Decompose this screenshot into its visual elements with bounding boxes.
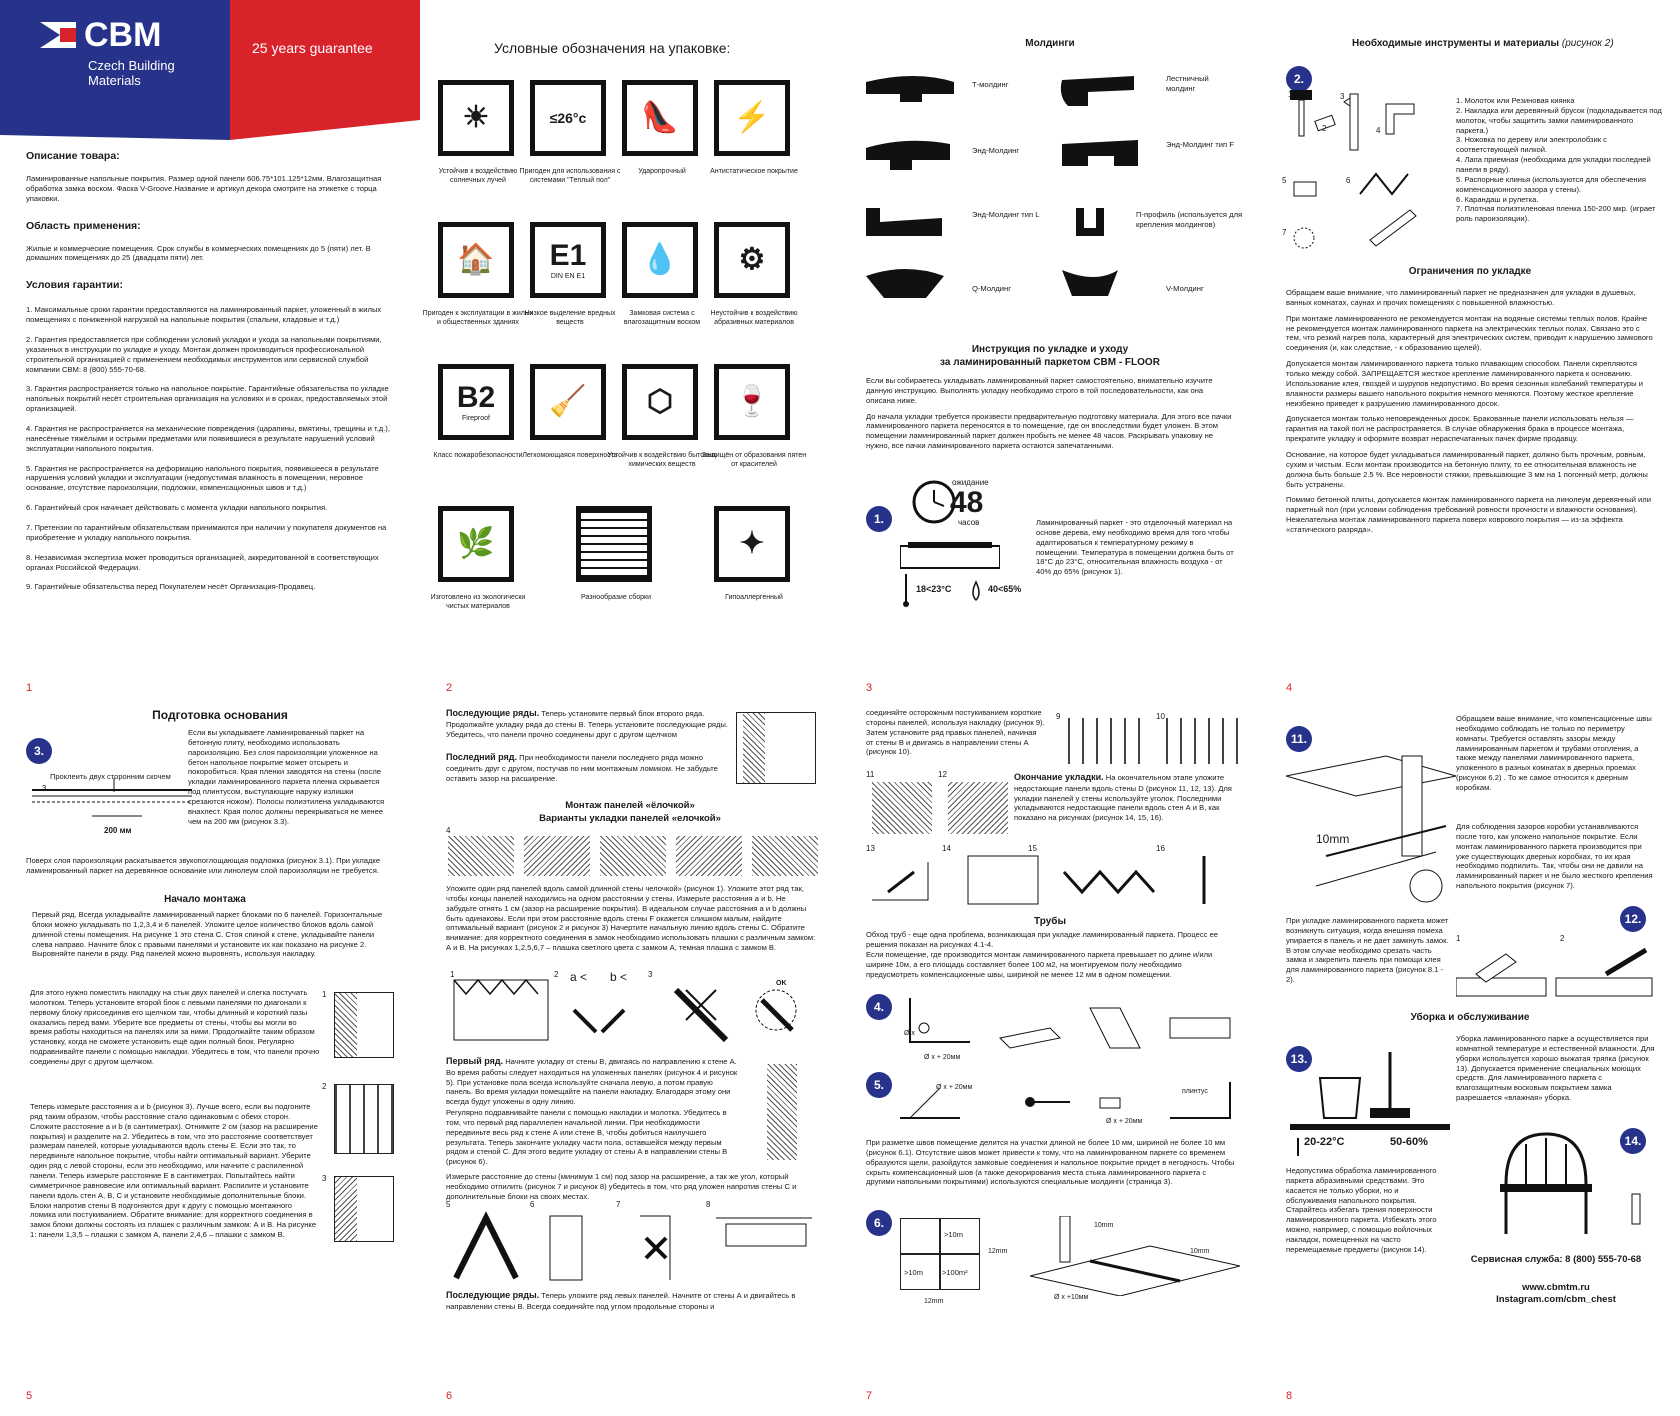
fig-num: 3: [42, 784, 47, 793]
package-icon-glyph: E1: [549, 238, 587, 272]
fig-num: 2: [1560, 934, 1565, 943]
pipes-title: Трубы: [1034, 916, 1066, 927]
area-heading: Область применения:: [26, 219, 141, 232]
page-number: 1: [26, 682, 33, 694]
herring-title: Монтаж панелей «ёлочкой»: [565, 800, 695, 811]
step-badge: 4.: [866, 994, 892, 1020]
prep-text: Если вы укладываете ламинированный паркет на бетонную плиту, необходимо использовать пароизоляцию. Без слоя пароизоляции уложенное на бетон напольное покрытие может отсыреть и покоробиться. Края пленки заводятся на стены (после укладки ламинированного паркета пленка скрывается под плинтусом, выступающие наружу излишки срезаются ножом). Полосы полиэтилена укладываются внахлест. Края полос должны перекрываться не менее чем на 200 мм (рисунок 3.3).: [188, 728, 385, 826]
package-icon-caption: Легкомоющаяся поверхность: [522, 452, 618, 459]
limits-text: [1286, 288, 1656, 541]
package-icon: [622, 222, 698, 298]
package-icon: [714, 222, 790, 298]
tool-item: 2. Накладка или деревянный брусок (подкладывается под молоток, чтобы защитить замки ламинированного паркета.): [1456, 105, 1662, 135]
package-icon: [438, 364, 514, 440]
tool-item: 4. Лапа приемная (необходима для укладки последней панели в ряду).: [1456, 155, 1651, 175]
rows-body: Теперь установите первый блок второго ряда. Продолжайте укладку ряда до стены В. Теперь установите последующие ряды. Убедитесь, что панели прочно соединены друг с другом щелчком: [446, 709, 728, 739]
joints-text: При разметке швов помещение делится на участки длиной не более 10 мм, шириной не более 10 мм (рисунок 6.1). Отсутствие швов может привести к тому, что на ламинированном паркете со временем образуются щели, разойдутся замковые соединения и напольное покрытие придет в негодность. Чтобы скрыть компенсационный шов (а также декорирования места стыка ламинированного паркета с другими напольными покрытиями) используются специальные молдинги (страница 3).: [866, 1138, 1235, 1187]
page-6: [420, 708, 840, 1416]
humidity-range: 40<65%: [988, 584, 1022, 594]
step-badge: 12.: [1620, 906, 1646, 932]
tools-list: [1456, 96, 1666, 224]
package-icon: [438, 506, 514, 582]
package-icon-caption: Изготовлено из экологически чистых материалов: [430, 594, 526, 610]
dim-label: Ø x + 20мм: [936, 1084, 973, 1091]
tool-fig-num: 7: [1282, 228, 1287, 237]
step-badge: 6.: [866, 1210, 892, 1236]
brand-sub2: Materials: [88, 73, 141, 88]
brand-header: [0, 0, 420, 140]
limits-paragraph: Помимо бетонной плиты, допускается монтаж ламинированного паркета на линолеум деревянный или паркетный пол (при условии соблюдения требований ровности прочности и влажности основания). Нежелательна монтаж ламинированного паркета поверх коврового покрытия — из-за эффекта «статического разряда».: [1286, 495, 1651, 535]
fig-10: [1166, 718, 1238, 764]
dim-label: >100m²: [942, 1268, 968, 1277]
package-icon: [530, 364, 606, 440]
limits-paragraph: Допускается монтаж только неповрежденных досок. Бракованные панели использовать нельзя — гарантия на такой пол не распространяется. В случае обнаружения брака в процессе монтажа, прекратите укладку и оформите возврат нераспечатанных пачек фирме продавцу.: [1286, 414, 1634, 444]
fig-num: 9: [1056, 712, 1061, 721]
herring-variant: [676, 836, 742, 876]
fig-num: 14: [942, 844, 951, 853]
layout-figure-2: [334, 1084, 394, 1154]
chair-figure: [1486, 1124, 1656, 1244]
fig-num: 8: [706, 1200, 711, 1209]
fig-num: 7: [616, 1200, 621, 1209]
package-icon-caption: Ударопрочный: [638, 168, 686, 175]
page-number: 6: [446, 1390, 453, 1402]
fig-num: 3: [322, 1174, 327, 1183]
fig-num: 2: [554, 970, 559, 979]
cond-item: 6. Гарантийный срок начинает действовать с момента укладки напольного покрытия.: [26, 503, 328, 513]
temp-range: 18<23°C: [916, 584, 952, 594]
package-icon-glyph: 🏠: [457, 243, 495, 276]
package-icon-caption: Класс пожаробезопасности: [433, 452, 523, 459]
package-icon-glyph: 💧: [641, 243, 679, 276]
tools-figure: [1290, 90, 1450, 250]
instagram-link[interactable]: Instagram.com/cbm_chest: [1496, 1294, 1616, 1305]
fig-12: [948, 782, 1008, 834]
last-row-heading: Последний ряд.: [446, 752, 518, 762]
p1-content: [26, 150, 396, 602]
package-icon: [530, 222, 606, 298]
package-icon-glyph: ⚡: [733, 101, 771, 134]
dim-label: Ø x + 20мм: [924, 1054, 961, 1061]
care-title: Уборка и обслуживание: [1410, 1012, 1530, 1023]
step-badge: 1.: [866, 506, 892, 532]
step-badge: 14.: [1620, 1128, 1646, 1154]
package-icon-caption: Гипоаллергенный: [725, 594, 783, 601]
care-text: Уборка ламинированного парке а осуществляется при комнатной температуре и естественной влажности. Для уборки используется хорошо выжатая тряпка (рисунок 13). Допускается применение специальных моющих средств. Для ламинированного паркета с влагозащитным восковым покрытием замка разрешается «влажная» уборка.: [1456, 1034, 1655, 1103]
package-icon-caption: Устойчив к воздействию бытовых химических веществ: [607, 452, 717, 468]
dim-a: a <: [570, 970, 588, 984]
tool-fig-num: 2: [1322, 124, 1327, 133]
doorway-joint-figure: [1030, 1216, 1240, 1296]
dim-label: плинтус: [1182, 1088, 1208, 1095]
herring-variant: [752, 836, 818, 876]
cond-item: 2. Гарантия предоставляется при соблюдении условий укладки и ухода за напольными покрытиями, указанных в инструкции по укладке и уходу. Монтаж должен производиться профессиональной строительной организацией с применением необходимых инструментов или сервисной службой компании CBM: 8 (800) 555-70-68.: [26, 335, 382, 374]
fig-num: 11: [866, 770, 875, 779]
limits-paragraph: Основание, на которое будет укладываться ламинированный паркет, должно быть прочным, ровным, сухим и чистым. Если монтаж производится на бетонную плиту, то ее относительная влажность не должна быть больше 2.5 %. Все неровности стяжки, превышающие 3 мм на 1 погонный метр, должны быть устранены.: [1286, 450, 1648, 489]
tool-fig-num: 1: [1288, 90, 1293, 99]
first-row-text: [446, 1056, 738, 1107]
fig-num: 5: [446, 1200, 451, 1209]
instruction-intro: [866, 376, 1234, 457]
package-icon: [622, 364, 698, 440]
cond-item: 3. Гарантия распространяется только на напольное покрытие. Гарантийные обязательства по укладке напольных покрытий несёт строительная организация на условиях и в сроках, предоставляемых этой организацией.: [26, 384, 389, 414]
dim-label: >10m: [904, 1268, 923, 1277]
fig-num: 13: [866, 844, 875, 853]
dim-label: Ø x + 20мм: [1106, 1118, 1143, 1125]
package-icon-glyph: ⬡: [646, 385, 674, 418]
cond-item: 5. Гарантия не распространяется на деформацию напольного покрытия, появившееся в результате нарушения условий укладки и эксплуатации (недопустимая влажность в помещении, неровное основание, отсутствие пароизоляции, подложки, компенсационных швов и т.д.): [26, 463, 379, 493]
legend-title: Условные обозначения на упаковке:: [494, 40, 731, 56]
tool-item: 1. Молоток или Резиновая киянка: [1456, 96, 1575, 105]
rows-text: [446, 708, 728, 739]
intro-paragraph: Если вы собираетесь укладывать ламинированный паркет самостоятельно, внимательно изучите данную инструкцию. Выполнять укладку необходимо строго в той последовательности, как она описана ниже.: [866, 376, 1213, 405]
pipes-figures-4: [900, 998, 1240, 1058]
first-row-text-2: Регулярно подравнивайте панели с помощью накладки и молотка. Убедитесь в том, что первый ряд параллелен начальной линии. При необходимости передвиньте весь ряд к стене А или стене В, чтобы добиться наилучшего результата. Теперь закончите укладку части пола, оставшейся между первым рядом и стеной С. Для этого ведите укладку от стены А в направлении стены В (рисунок 6).: [446, 1108, 728, 1167]
package-icon-sub: DIN EN E1: [550, 272, 586, 280]
fig-num: 10: [1156, 712, 1165, 721]
dim-label: Ø x +10мм: [1054, 1294, 1089, 1301]
tool-fig-num: 3: [1340, 92, 1345, 101]
limits-paragraph: Обращаем ваше внимание, что ламинированный паркет не предназначен для укладки в душевых, ванных комнатах, саунах и прочих помещениях с повышенной влажностью.: [1286, 288, 1636, 307]
care-humidity: 50-60%: [1390, 1136, 1428, 1148]
start-text-3: Теперь измерьте расстояния а и b (рисунок 3). Лучше всего, если вы подгоните ряд таким образом, чтобы расстояние стало одинаковым с обеих сторон. Сложите расстояние а и b (в сантиметрах). Отнимите 2 см (зазор на расширение покрытия) и разделите на 2. Убедитесь в том, что это расстояние соответствует размерам панелей, которые укладываются вдоль стены E. Если это так, то передвиньте напольное покрытие, чтобы найти оптимальный вариант. Уберите один ряд с левой стороны, если это необходимо, или начните с распиленной панели. Теперь измерьте расстояние E в сантиметрах. Попытайтесь найти симметричное равновесие или оптимальный вариант. Распилите и установите панели вдоль стен А, В, С и установите необходимые дополнительные блоки. Блоки напротив стены В подгоняются друг к другу с помощью монтажного ломика или постукиванием. Обратите внимание: для корректного соединения в замок блоки должны состоять из плашек с различным замком: А и В. На рисунке 1: панели 1,3,5 – плашки с замком А, панели 2,4,6 – плашки с замком В.: [30, 1102, 318, 1240]
page-number: 3: [866, 682, 873, 694]
cond-item: 7. Претензии по гарантийным обязательствам принимаются при наличии у покупателя документов на приобретение и укладку напольного покрытия.: [26, 523, 387, 542]
tools-title: [1352, 38, 1614, 49]
herring-text: Уложите один ряд панелей вдоль самой длинной стены челочкой» (рисунок 1). Уложите этот ряд так, чтобы концы панелей находились на одном расстоянии у стены. Измерьте расстояния а и b. Не забудьте отнять 1 см (зазор на расширение покрытия). В идеальном случае расстояния а и b должны быть одинаковы. Если при этом расстояние вдоль стены F окажется слишком малым, найдите оптимальный вариант (рисунок 2 и рисунок 3) Начертите начальную линию вдоль стены С. Обратите внимание: для корректного соединения в замок необходимо использовать плашки с различным замком: А и В. На рисунках 1,2,5,6,7 – плашка светлого цвета с замком А, темная плашка с замком В.: [446, 884, 816, 953]
package-icon-glyph: ⚙: [738, 243, 766, 276]
molding-label: V-Молдинг: [1166, 284, 1204, 293]
step-badge: 3.: [26, 738, 52, 764]
package-icon: [622, 80, 698, 156]
door-frame-figure: [1286, 736, 1466, 906]
herring-variant: [524, 836, 590, 876]
tool-item: 6. Карандаш и рулетка.: [1456, 194, 1539, 204]
limits-paragraph: При монтаже ламинированного не рекомендуется монтаж на водяные системы теплых полов. Крайне не рекомендуется монтаж ламинированного паркета на электрических теплых полах. Связано это с тем, что резкий нагрев пола, характерный для электрических систем, приводит к нарушению замкового соединения (и, как следствие, - к образованию щелей).: [1286, 313, 1653, 353]
last-row-body: При необходимости панели последнего ряда можно соединить друг с другом, постучав по ним монтажным ломиком. Не забудьте оставить зазор на расширение.: [446, 753, 718, 783]
finish-body: На окончательном этапе уложите недостающие панели вдоль стены D (рисунок 11, 12, 13). Для укладки панелей у стены используйте уголок. Последними укладываются недостающие панели вдоль стен А и В, как показано на рисунках (рисунок 14, 15, 16).: [1014, 773, 1232, 823]
package-icon-sub: Fireproof: [461, 414, 490, 422]
tool-fig-num: 5: [1282, 176, 1287, 185]
brand-sub1: Czech Building: [88, 58, 175, 73]
fig-num: 1: [1456, 934, 1461, 943]
package-icon-glyph: ≤26°c: [549, 110, 587, 126]
start-text-1: Первый ряд. Всегда укладывайте ламинированный паркет блоками по 6 панелей. Горизонтальные блоки можно укладывать по 1,2,3,4 и 6 панелей. Уложите целое количество блоков вдоль самой длинной стены помещения. На рисунке 1 это стена С. Стоя спиной к стене, укладывайте панели слева направо. Начните блок с правыми панелями и установите их как показано на рисунке 2. Выровняйте панели в ряду. Ряд панелей можно выровнять, используя накладку.: [32, 910, 383, 959]
tool-fig-num: 4: [1376, 126, 1381, 135]
package-icon-glyph: 👠: [641, 101, 679, 134]
fig-num: 4: [446, 826, 451, 835]
package-icon-glyph: ☀: [462, 101, 490, 134]
molding-label: Лестничный молдинг: [1166, 74, 1209, 93]
package-icon-caption: Низкое выделение вредных веществ: [524, 310, 616, 326]
dim-label: Ø x: [904, 1030, 915, 1037]
molding-label: Энд-Молдинг тип L: [972, 210, 1040, 219]
cond-item: 4. Гарантия не распространяется на механические повреждения (царапины, вмятины, трещины и т.д.), нанесённые тяжёлыми и острыми предметами или появившиеся в результате нарушений условий эксплуатации напольного покрытия.: [26, 424, 390, 453]
fig-num: 1: [322, 990, 327, 999]
page-number: 7: [866, 1390, 873, 1402]
first-row-figure: [750, 1064, 814, 1162]
dim-label: 10mm: [1190, 1248, 1210, 1255]
layout-figure-3: [334, 1176, 394, 1242]
rows-figure: [736, 712, 816, 784]
package-icon-caption: Пригоден к эксплуатации в жилых и общественных зданиях: [422, 310, 534, 326]
molding-label: П-профиль (используется для крепления молдингов): [1136, 210, 1243, 229]
p7-top-text: соединяйте осторожным постукиванием короткие стороны панелей, используя накладку (рисунок 9). Затем установите ряд правых панелей, начиная от стены В и двигаясь в направлении стены А (рисунок 10).: [866, 708, 1045, 757]
finish-text: [1014, 772, 1236, 823]
gap-label: 10mm: [1316, 832, 1350, 846]
package-icon-glyph: 🧹: [549, 385, 587, 418]
page-2: [420, 0, 840, 708]
page-number: 5: [26, 1390, 33, 1402]
package-icon-caption: Пригоден для использования с системами "Теплый пол": [519, 168, 621, 184]
rows-heading: Последующие ряды.: [446, 708, 540, 718]
herring-variant: [600, 836, 666, 876]
dim-label: >10m: [944, 1230, 963, 1239]
desc-text: Ламинированные напольные покрытия. Размер одной панели 606.75*101.125*12мм. Влагозащитная обработка замка воском. Фаска V-Groove.Название и артикул декора смотрите на этикетке с торца упаковки.: [26, 174, 382, 203]
tool-item: 7. Плотная полиэтиленовая пленка 150-200 мкр. (играет роль пароизоляции).: [1456, 204, 1656, 224]
care-temp: 20-22°C: [1304, 1136, 1345, 1148]
package-icon-glyph: B2: [456, 380, 496, 414]
brand-name: CBM: [84, 16, 162, 54]
page-1: [0, 0, 420, 708]
limits-paragraph: Допускается монтаж ламинированного паркета только плавающим способом. Панели скрепляются только между собой. ЗАПРЕЩАЕТСЯ жесткое крепление ламинированного паркета к основанию. Использование клея, гвоздей и шурупов недопустимо. Во время сезонных колебаний температуры и влажности размеры вашего напольного покрытия немного меняются. Поэтому жесткое крепление неизбежно приведет к разрушению ламинированного досок.: [1286, 359, 1643, 408]
pipes-text-2: Если помещение, где производится монтаж ламинированного паркета превышает по длине и/или ширине 10м, а его площадь составляет более 100 м2, на монтируемом полу необходимо предусмотреть компенсационные швы, шириной не менее 12 мм в одном помещении.: [866, 950, 1213, 979]
fig-label: Проклеить двух сторонним скочем: [50, 772, 171, 781]
prep-text-2: Поверх слоя пароизоляции раскатывается звукопоглощающая подложка (рисунок 3.1). При укладке ламинированный паркет на деревянное основание или линолеум слой пароизоляции не требуется.: [26, 856, 381, 875]
tools-title-figure: (рисунок 2): [1561, 38, 1614, 49]
package-icon-caption: Защищён от образования пятен от красителей: [701, 452, 807, 468]
cond-heading: Условия гарантии:: [26, 279, 123, 292]
ok-label: OK: [776, 980, 787, 987]
package-icon: [714, 80, 790, 156]
cond-item: 1. Максимальные сроки гарантии предоставляются на ламинированный паркет, уложенный в жилых помещениях с пониженной нагрузкой на напольные покрытия (спальни, кладовые и т.д.): [26, 305, 382, 325]
finish-figures: [868, 852, 1238, 908]
package-icon-caption: Замковая система с влагозащитным воском: [623, 310, 701, 326]
herring-subtitle: Варианты укладки панелей «елочкой»: [539, 813, 721, 824]
molding-label: Q-Молдинг: [972, 284, 1011, 293]
dim-label: 10mm: [1094, 1222, 1114, 1229]
package-icon: [438, 222, 514, 298]
package-icon-caption: Разнообразие сборки: [580, 594, 652, 601]
next-rows-heading: Последующие ряды.: [446, 1290, 540, 1300]
website-link[interactable]: www.cbmtm.ru: [1522, 1282, 1590, 1293]
cond-item: 8. Независимая экспертиза может проводиться организацией, аккредитованной в соответствующих органах Российской Федерации.: [26, 552, 379, 572]
fig-num: 16: [1156, 844, 1165, 853]
last-row-text: [446, 752, 728, 783]
step-badge: 11.: [1286, 726, 1312, 752]
fig-num: 6: [530, 1200, 535, 1209]
fig-num: 3: [648, 970, 653, 979]
step-badge: 2.: [1286, 66, 1312, 92]
first-row-heading: Первый ряд.: [446, 1056, 504, 1066]
instruction-title: Инструкция по укладке и уходу: [971, 344, 1129, 355]
dim-label: 12mm: [988, 1248, 1008, 1255]
page-8: [1260, 708, 1680, 1416]
page-7: [840, 708, 1260, 1416]
package-icon-caption: Антистатическое покрытие: [710, 168, 798, 175]
limits-title: Ограничения по укладке: [1408, 266, 1532, 277]
guarantee-label: 25 years guarantee: [252, 40, 373, 56]
step-badge: 13.: [1286, 1046, 1312, 1072]
fig-num: 12: [938, 770, 947, 779]
first-row-body: Начните укладку от стены В, двигаясь по направлению к стене А. Во время работы следует находиться на уложенных панелях (рисунок 4 и рисунок 5). При установке пола всегда используйте сначала левую, а потом правую панель. Во время укладки помещайте на панели накладку. Благодаря этому они всегда будут уложены в одну линию.: [446, 1057, 738, 1107]
package-icon-caption: Устойчив к воздействию солнечных лучей: [438, 168, 518, 184]
package-icon: [714, 506, 790, 582]
herring-steps-figure: [446, 970, 816, 1050]
cut-figures: [446, 1208, 816, 1284]
instruction-subtitle: за ламинированный паркетом CBM - FLOOR: [940, 357, 1160, 368]
tool-fig-num: 6: [1346, 176, 1351, 185]
step-badge: 5.: [866, 1072, 892, 1098]
fig-9: [1068, 718, 1148, 764]
next-rows-body: Теперь уложите ряд левых панелей. Начните от стены А и двигайтесь в направлении стены В. Всегда соединяйте под углом продольные стороны и: [446, 1291, 796, 1311]
tool-item: 5. Распорные клинья (используются для обеспечения компенсационного зазора у стены).: [1456, 174, 1646, 194]
desc-heading: Описание товара:: [26, 150, 120, 162]
cond-item: 9. Гарантийные обязательства перед Покупателем несёт Организация-Продавец.: [26, 582, 316, 592]
layout-figure-1: [334, 992, 394, 1058]
service-phone: Сервисная служба: 8 (800) 555-70-68: [1470, 1254, 1642, 1265]
package-icon: [576, 506, 652, 582]
molding-label: Т-молдинг: [972, 80, 1009, 89]
wait-hours: 48: [950, 486, 984, 519]
fig-num: 1: [450, 970, 455, 979]
abrasive-text: Недопустима обработка ламинированного паркета абразивными средствами. Это касается не только уборки, но и обслуживания напольного покрытия. Старайтесь избегать трения поверхности ламинированного паркета. Избежать этого можно, например, с помощью войлочных накладок, помещенных на часто перемещаемые предметы (рисунок 14).: [1286, 1166, 1437, 1254]
measure-text: Измерьте расстояние до стены (минимум 1 см) под зазор на расширение, а так же угол, который необходимо отпилить (рисунок 7 и рисунок 8) убедитесь в том, что ряд уложен напротив стены С и дополнительные блоки на своих местах.: [446, 1172, 797, 1201]
page-number: 8: [1286, 1390, 1293, 1402]
package-icon: [530, 80, 606, 156]
page-number: 4: [1286, 682, 1293, 694]
dim-b: b <: [610, 970, 628, 984]
herring-variant: [448, 836, 514, 876]
comp-text: Обращаем ваше внимание, что компенсационные швы необходимо соблюдать не только по периметру комнаты. Требуется оставлять зазоры между ламинированным паркетом и трубами отопления, а также между панелями ламинированного паркета, уложенного в разных комнатах в дверных проемах (рисунок 6.2) . То же самое относится к дверным коробкам.: [1456, 714, 1652, 793]
joint-grid-cell: [900, 1218, 940, 1254]
next-rows-text: [446, 1290, 816, 1312]
molding-label: Энд-Молдинг: [972, 146, 1020, 155]
package-icon-glyph: 🍷: [733, 385, 771, 418]
area-text: Жилые и коммерческие помещения. Срок службы в коммерческих помещениях до 5 (пяти) лет. В домашних помещениях до 25 (двадцати пяти) лет.: [26, 243, 371, 263]
page-3: [840, 0, 1260, 708]
fig-num: 2: [322, 1082, 327, 1091]
pipes-text: Обход труб - еще одна проблема, возникающая при укладке ламинированный паркета. Процесс ее решения показан на рисунках 4.1-4.: [866, 930, 1219, 949]
package-icon: [714, 364, 790, 440]
package-icon-glyph: 🌿: [457, 527, 495, 560]
prep-title: Подготовка основания: [152, 708, 288, 722]
fig-11: [872, 782, 932, 834]
comp-text-2: Для соблюдения зазоров коробки устанавливаются после того, как уложено напольное покрытие. Если монтаж ламинированного паркета производится при уже существующих дверных коробках, то их края необходимо подпилить. Так, чтобы они не давили на ламинированный паркет и не было жесткого крепления напольного покрытия (рисунок 7).: [1456, 822, 1653, 891]
tools-title-text: Необходимые инструменты и материалы: [1352, 38, 1560, 49]
package-icon-caption: Неустойчив к воздействию абразивных материалов: [710, 310, 798, 326]
glue-figure: [1456, 944, 1656, 1004]
step1-text: Ламинированный паркет - это отделочный материал на основе дерева, ему необходимо время для того чтобы адаптироваться к температурному режиму в помещении. Температура в помещении должна быть от 18°C до 23°C, относительная влажность воздуха - от 40% до 65% (рисунок 1).: [1036, 518, 1234, 577]
package-icon-glyph: ✦: [739, 527, 765, 560]
intro-paragraph: До начала укладки требуется произвести предварительную подготовку материала. Для этого все пачки ламинированного паркета переносятся в то помещение, где он впоследствии будет уложен. В этом помещении ламинированный паркет должен пробыть не менее 48 часов. Раскрывать упаковку не нужно, все пачки ламинированного паркета остаются запечатанными.: [866, 411, 1232, 451]
page-number: 2: [446, 682, 453, 694]
moldings-title: Молдинги: [1025, 38, 1075, 49]
tool-item: 3. Ножовка по дереву или электролобзик с соответствующей пилкой.: [1456, 135, 1607, 155]
package-icon: [438, 80, 514, 156]
molding-label: Энд-Молдинг тип F: [1166, 140, 1234, 149]
glue-text: При укладке ламинированного паркета может возникнуть ситуация, когда внешняя помеха упирается в панель и не дает замкнуть замок. В этом случае необходимо срезать часть замка и закрепить панель при помощи клея для ламинированного паркета (рисунок 8.1 - 2).: [1286, 916, 1449, 985]
wait-label: ожидание: [952, 478, 989, 487]
page-5: [0, 708, 420, 1416]
fig-num: 15: [1028, 844, 1037, 853]
start-text-2: Для этого нужно поместить накладку на стык двух панелей и слегка постучать молотком. Теперь установите второй блок с левыми панелями по диагонали к первому блоку присоединив его щелчком так, чтобы длинный и короткий пазы оказались перед вами. Уберите все предметы от стены, чтобы вы могли во время работы находиться на панелях или за ними. Продолжайте таким образом установку, когда не сможете установить ещё один полный блок. Регулярно подравнивайте панели с помощью накладки. Убедитесь в том, что панели прочно соединены друг с другом щелчком.: [30, 988, 320, 1067]
start-title: Начало монтажа: [164, 894, 246, 905]
finish-heading: Окончание укладки.: [1014, 772, 1104, 782]
dim-label: 12mm: [924, 1298, 944, 1305]
page-4: [1260, 0, 1680, 708]
fig-dim: 200 мм: [104, 826, 132, 835]
wait-unit: часов: [958, 518, 980, 527]
